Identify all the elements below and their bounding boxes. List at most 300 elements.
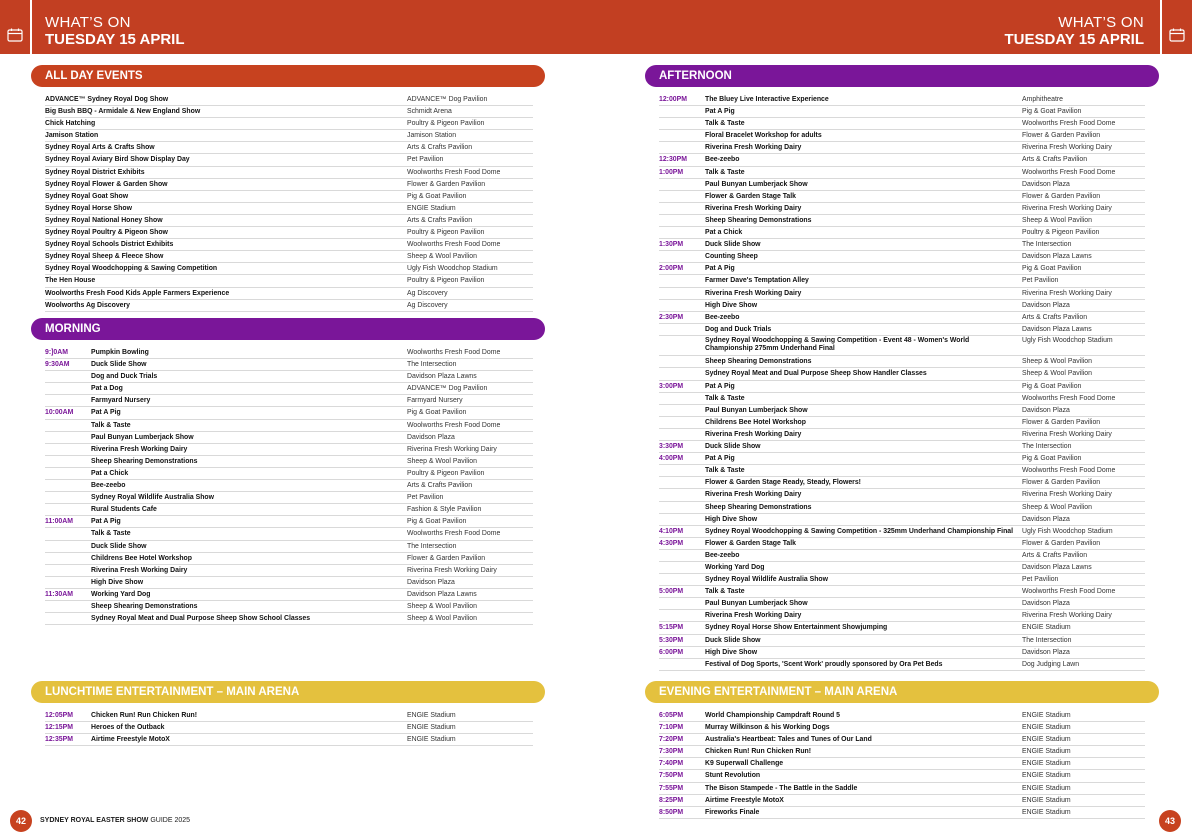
event-name: Riverina Fresh Working Dairy xyxy=(91,445,188,453)
event-time: 1:30PM xyxy=(659,241,684,249)
event-name: Pat a Dog xyxy=(91,385,123,393)
schedule-row xyxy=(659,502,1145,514)
event-name: Sydney Royal Woodchopping & Sawing Competition xyxy=(45,265,218,273)
event-location: Pig & Goat Pavilion xyxy=(407,409,467,417)
event-name: Sheep Shearing Demonstrations xyxy=(705,358,812,366)
event-name: ADVANCE™ Sydney Royal Dog Show xyxy=(45,96,169,103)
event-time: 7:10PM xyxy=(659,724,684,732)
event-location: Pig & Goat Pavilion xyxy=(1022,455,1082,463)
event-location: Flower & Garden Pavilion xyxy=(1022,132,1101,140)
event-location: Woolworths Fresh Food Dome xyxy=(1022,588,1116,596)
schedule-row xyxy=(45,710,533,722)
schedule-row xyxy=(659,312,1145,324)
event-location: Ag Discovery xyxy=(407,301,448,309)
event-name: Sydney Royal Poultry & Pigeon Show xyxy=(45,229,168,237)
event-name: Talk & Taste xyxy=(705,168,745,176)
event-name: Murray Wilkinson & his Working Dogs xyxy=(705,724,830,732)
schedule-row xyxy=(45,154,533,166)
evening-section xyxy=(645,681,1159,819)
event-name: Pat A Pig xyxy=(705,108,735,116)
calendar-icon xyxy=(7,28,23,42)
schedule-row xyxy=(45,359,533,371)
event-name: Festival of Dog Sports, 'Scent Work' proudly sponsored by Ora Pet Beds xyxy=(705,660,943,668)
schedule-row xyxy=(45,528,533,540)
event-name: Paul Bunyan Lumberjack Show xyxy=(91,433,194,441)
event-location: Pig & Goat Pavilion xyxy=(1022,265,1082,273)
event-location: Riverina Fresh Working Dairy xyxy=(1022,204,1112,212)
event-name: Counting Sheep xyxy=(705,253,758,261)
event-name: Talk & Taste xyxy=(705,394,745,402)
event-location: Davidson Plaza xyxy=(1022,406,1070,414)
event-time: 10:00AM xyxy=(45,409,74,417)
event-location: ENGIE Stadium xyxy=(407,712,456,719)
schedule-row xyxy=(659,288,1145,300)
event-location: Riverina Fresh Working Dairy xyxy=(407,566,497,574)
event-time: 4:30PM xyxy=(659,539,684,547)
event-name: Duck Slide Show xyxy=(91,542,147,550)
calendar-icon-box-right xyxy=(1160,0,1192,54)
event-location: Davidson Plaza xyxy=(1022,180,1070,188)
footer-guide-bold: SYDNEY ROYAL EASTER SHOW xyxy=(40,817,149,824)
all-day-list xyxy=(31,94,533,312)
schedule-row xyxy=(659,106,1145,118)
event-location: Fashion & Style Pavilion xyxy=(407,506,482,514)
schedule-row xyxy=(659,130,1145,142)
schedule-row xyxy=(659,429,1145,441)
schedule-row xyxy=(659,758,1145,770)
event-name: Pat a Chick xyxy=(91,469,129,477)
schedule-row xyxy=(45,407,533,419)
event-location: The Intersection xyxy=(407,542,457,550)
event-name: Paul Bunyan Lumberjack Show xyxy=(705,180,808,188)
schedule-row xyxy=(45,239,533,251)
event-time: 11:30AM xyxy=(45,590,73,598)
schedule-row xyxy=(45,456,533,468)
event-location: The Intersection xyxy=(1022,636,1072,644)
event-name: Stunt Revolution xyxy=(705,772,761,780)
event-location: Davidson Plaza Lawns xyxy=(1022,325,1092,333)
event-location: Woolworths Fresh Food Dome xyxy=(407,241,501,249)
event-time: 12:15PM xyxy=(45,724,73,732)
afternoon-list xyxy=(645,94,1145,671)
event-name: Sydney Royal Goat Show xyxy=(45,192,129,200)
event-location: Woolworths Fresh Food Dome xyxy=(1022,467,1116,475)
event-name: Rural Students Cafe xyxy=(91,506,157,514)
event-location: Arts & Crafts Pavilion xyxy=(407,216,473,224)
event-location: Woolworths Fresh Food Dome xyxy=(1022,394,1116,402)
event-name: Sheep Shearing Demonstrations xyxy=(91,602,198,610)
event-name: Airtime Freestyle MotoX xyxy=(705,796,784,804)
event-time: 4:10PM xyxy=(659,527,684,535)
schedule-row xyxy=(659,203,1145,215)
schedule-row xyxy=(45,432,533,444)
event-location: Amphitheatre xyxy=(1022,96,1063,103)
event-name: Woolworths Ag Discovery xyxy=(45,301,130,309)
event-time: 12:35PM xyxy=(45,736,73,744)
schedule-row xyxy=(659,622,1145,634)
event-location: ENGIE Stadium xyxy=(1022,784,1071,792)
event-name: Flower & Garden Stage Talk xyxy=(705,539,797,547)
schedule-row xyxy=(45,142,533,154)
lunchtime-heading: LUNCHTIME ENTERTAINMENT – MAIN ARENA xyxy=(31,681,545,703)
event-name: High Dive Show xyxy=(91,578,144,586)
event-location: ENGIE Stadium xyxy=(407,736,456,744)
schedule-row xyxy=(45,215,533,227)
schedule-row xyxy=(659,381,1145,393)
event-name: Sheep Shearing Demonstrations xyxy=(91,457,198,465)
event-location: Dog Judging Lawn xyxy=(1022,660,1080,668)
event-time: 7:50PM xyxy=(659,772,684,780)
event-location: ENGIE Stadium xyxy=(1022,736,1071,744)
event-time: 5:30PM xyxy=(659,636,684,644)
event-location: Riverina Fresh Working Dairy xyxy=(1022,289,1112,297)
event-location: Davidson Plaza Lawns xyxy=(1022,563,1092,571)
evening-list xyxy=(645,710,1145,819)
event-name: Dog and Duck Trials xyxy=(705,325,772,333)
schedule-row xyxy=(45,275,533,287)
event-name: The Hen House xyxy=(45,277,96,285)
schedule-row xyxy=(659,118,1145,130)
event-name: High Dive Show xyxy=(705,515,758,523)
schedule-row xyxy=(45,601,533,613)
event-name: Airtime Freestyle MotoX xyxy=(91,736,170,744)
event-location: Arts & Crafts Pavilion xyxy=(1022,156,1088,164)
event-location: Sheep & Wool Pavilion xyxy=(407,615,477,623)
event-location: Flower & Garden Pavilion xyxy=(1022,479,1101,487)
schedule-row xyxy=(659,562,1145,574)
event-location: Pig & Goat Pavilion xyxy=(407,192,467,200)
schedule-row xyxy=(45,300,533,312)
event-location: Ugly Fish Woodchop Stadium xyxy=(1022,336,1113,344)
event-name: The Bluey Live Interactive Experience xyxy=(705,96,829,103)
event-name: Bee-zeebo xyxy=(705,551,740,559)
schedule-row xyxy=(45,263,533,275)
schedule-row xyxy=(45,288,533,300)
morning-section xyxy=(31,318,545,625)
schedule-row xyxy=(45,94,533,106)
schedule-row xyxy=(659,324,1145,336)
event-location: Arts & Crafts Pavilion xyxy=(407,482,473,490)
event-location: Farmyard Nursery xyxy=(407,397,463,405)
event-location: Schmidt Arena xyxy=(407,108,452,116)
event-location: Flower & Garden Pavilion xyxy=(407,554,486,562)
schedule-row xyxy=(45,504,533,516)
schedule-row xyxy=(659,610,1145,622)
schedule-row xyxy=(659,807,1145,819)
event-name: Chick Hatching xyxy=(45,120,96,128)
event-location: Poultry & Pigeon Pavilion xyxy=(407,277,485,285)
event-location: Woolworths Fresh Food Dome xyxy=(407,168,501,176)
schedule-row xyxy=(45,191,533,203)
all-day-section xyxy=(31,65,545,312)
page-header xyxy=(0,0,1192,54)
event-location: ENGIE Stadium xyxy=(1022,760,1071,768)
schedule-row xyxy=(659,167,1145,179)
event-location: Davidson Plaza xyxy=(1022,515,1070,523)
event-name: Fireworks Finale xyxy=(705,808,760,816)
event-location: Sheep & Wool Pavilion xyxy=(1022,358,1092,366)
event-name: Sydney Royal Woodchopping & Sawing Competition - Event 48 - Women's World Championship 275mm Underhand Final xyxy=(705,336,970,353)
schedule-row xyxy=(45,541,533,553)
schedule-row xyxy=(659,746,1145,758)
event-name: Floral Bracelet Workshop for adults xyxy=(705,132,822,140)
event-location: The Intersection xyxy=(1022,241,1072,249)
event-location: Flower & Garden Pavilion xyxy=(1022,418,1101,426)
schedule-row xyxy=(659,215,1145,227)
event-name: Chicken Run! Run Chicken Run! xyxy=(705,748,812,756)
schedule-row xyxy=(45,468,533,480)
event-location: Pig & Goat Pavilion xyxy=(1022,108,1082,116)
afternoon-section xyxy=(645,65,1159,671)
schedule-row xyxy=(659,368,1145,380)
schedule-row xyxy=(659,405,1145,417)
event-time: 12:30PM xyxy=(659,156,687,164)
event-location: Pet Pavilion xyxy=(1022,277,1059,285)
event-time: 2:30PM xyxy=(659,313,684,321)
event-location: Sheep & Wool Pavilion xyxy=(1022,370,1092,378)
event-name: Talk & Taste xyxy=(705,120,745,128)
schedule-row xyxy=(659,635,1145,647)
event-location: Pig & Goat Pavilion xyxy=(407,518,467,526)
event-location: Davidson Plaza xyxy=(407,433,455,441)
schedule-row xyxy=(659,336,1145,357)
event-name: Heroes of the Outback xyxy=(91,724,165,732)
event-name: Working Yard Dog xyxy=(705,563,765,571)
event-name: Sydney Royal Horse Show Entertainment Showjumping xyxy=(705,624,888,632)
schedule-row xyxy=(659,770,1145,782)
event-location: Ag Discovery xyxy=(407,289,448,297)
schedule-row xyxy=(45,589,533,601)
event-name: Sheep Shearing Demonstrations xyxy=(705,216,812,224)
event-name: Paul Bunyan Lumberjack Show xyxy=(705,600,808,608)
schedule-row xyxy=(659,783,1145,795)
schedule-row xyxy=(659,722,1145,734)
header-date: TUESDAY 15 APRIL xyxy=(45,31,185,48)
morning-list xyxy=(31,347,533,625)
schedule-row xyxy=(45,722,533,734)
event-location: Ugly Fish Woodchop Stadium xyxy=(407,265,498,273)
schedule-row xyxy=(45,395,533,407)
event-name: Bee-zeebo xyxy=(91,482,126,490)
event-location: Pet Pavilion xyxy=(407,156,444,164)
event-location: Sheep & Wool Pavilion xyxy=(407,253,477,261)
event-time: 7:55PM xyxy=(659,784,684,792)
event-name: Riverina Fresh Working Dairy xyxy=(705,430,802,438)
event-name: Sydney Royal Woodchopping & Sawing Competition - 325mm Underhand Championship Final xyxy=(705,527,1014,535)
schedule-row xyxy=(45,106,533,118)
schedule-row xyxy=(659,393,1145,405)
event-name: Dog and Duck Trials xyxy=(91,373,158,381)
event-time: 8:25PM xyxy=(659,796,684,804)
event-location: ENGIE Stadium xyxy=(407,724,456,732)
event-name: High Dive Show xyxy=(705,648,758,656)
event-name: Riverina Fresh Working Dairy xyxy=(705,612,802,620)
event-time: 7:20PM xyxy=(659,736,684,744)
event-location: Sheep & Wool Pavilion xyxy=(407,457,477,465)
footer-guide-title xyxy=(40,817,190,824)
schedule-row xyxy=(659,441,1145,453)
event-location: Sheep & Wool Pavilion xyxy=(407,602,477,610)
event-name: Sheep Shearing Demonstrations xyxy=(705,503,812,511)
event-name: Talk & Taste xyxy=(705,467,745,475)
schedule-row xyxy=(45,118,533,130)
schedule-row xyxy=(659,239,1145,251)
event-name: Sydney Royal Schools District Exhibits xyxy=(45,241,174,249)
event-name: Riverina Fresh Working Dairy xyxy=(705,144,802,152)
schedule-row xyxy=(659,263,1145,275)
schedule-row xyxy=(659,586,1145,598)
event-location: Poultry & Pigeon Pavilion xyxy=(1022,229,1100,237)
event-name: Talk & Taste xyxy=(705,588,745,596)
event-time: 5:00PM xyxy=(659,588,684,596)
schedule-row xyxy=(659,598,1145,610)
event-location: Sheep & Wool Pavilion xyxy=(1022,216,1092,224)
event-time: 6:00PM xyxy=(659,648,684,656)
event-time: 9:]0AM xyxy=(45,349,68,356)
schedule-row xyxy=(45,444,533,456)
schedule-row xyxy=(659,514,1145,526)
event-name: Sydney Royal Arts & Crafts Show xyxy=(45,144,155,152)
all-day-heading: ALL DAY EVENTS xyxy=(31,65,545,87)
event-location: Woolworths Fresh Food Dome xyxy=(407,530,501,538)
event-name: Big Bush BBQ - Armidale & New England Show xyxy=(45,108,201,116)
event-time: 3:00PM xyxy=(659,382,684,390)
event-location: Poultry & Pigeon Pavilion xyxy=(407,469,485,477)
event-location: Ugly Fish Woodchop Stadium xyxy=(1022,527,1113,535)
schedule-row xyxy=(659,453,1145,465)
event-location: Pet Pavilion xyxy=(407,494,444,502)
schedule-row xyxy=(659,538,1145,550)
event-time: 1:00PM xyxy=(659,168,684,176)
schedule-row xyxy=(659,710,1145,722)
event-location: ENGIE Stadium xyxy=(1022,808,1071,816)
event-location: ENGIE Stadium xyxy=(1022,748,1071,756)
event-location: ENGIE Stadium xyxy=(1022,724,1071,732)
schedule-row xyxy=(659,227,1145,239)
event-name: Sydney Royal National Honey Show xyxy=(45,216,163,224)
event-location: Pet Pavilion xyxy=(1022,576,1059,584)
schedule-row xyxy=(659,489,1145,501)
event-location: Riverina Fresh Working Dairy xyxy=(1022,491,1112,499)
schedule-row xyxy=(45,167,533,179)
schedule-row xyxy=(45,613,533,625)
event-location: Woolworths Fresh Food Dome xyxy=(407,349,501,356)
schedule-row xyxy=(659,417,1145,429)
event-location: ENGIE Stadium xyxy=(1022,796,1071,804)
event-name: Sydney Royal Wildlife Australia Show xyxy=(705,576,828,584)
event-name: High Dive Show xyxy=(705,301,758,309)
event-location: Flower & Garden Pavilion xyxy=(1022,192,1101,200)
event-name: The Bison Stampede - The Battle in the Saddle xyxy=(705,784,858,792)
footer-guide-rest: GUIDE 2025 xyxy=(148,817,191,824)
event-location: Riverina Fresh Working Dairy xyxy=(1022,144,1112,152)
event-location: Poultry & Pigeon Pavilion xyxy=(407,120,485,128)
event-name: Pat A Pig xyxy=(705,455,735,463)
event-location: Riverina Fresh Working Dairy xyxy=(1022,430,1112,438)
event-name: Talk & Taste xyxy=(91,421,131,429)
schedule-row xyxy=(45,227,533,239)
event-location: Riverina Fresh Working Dairy xyxy=(1022,612,1112,620)
header-kicker: WHAT’S ON xyxy=(1058,14,1144,31)
event-location: ENGIE Stadium xyxy=(1022,624,1071,632)
header-title-left xyxy=(45,15,185,48)
lunchtime-list xyxy=(31,710,533,746)
schedule-row xyxy=(659,574,1145,586)
schedule-row xyxy=(659,734,1145,746)
event-name: Farmer Dave's Temptation Alley xyxy=(705,277,809,285)
schedule-row xyxy=(659,275,1145,287)
header-title-right xyxy=(1005,15,1145,48)
event-name: Riverina Fresh Working Dairy xyxy=(705,204,802,212)
schedule-row xyxy=(659,477,1145,489)
schedule-row xyxy=(659,647,1145,659)
schedule-row xyxy=(45,492,533,504)
event-location: Pig & Goat Pavilion xyxy=(1022,382,1082,390)
event-name: Sydney Royal Flower & Garden Show xyxy=(45,180,168,188)
event-location: Davidson Plaza Lawns xyxy=(1022,253,1092,261)
evening-heading: EVENING ENTERTAINMENT – MAIN ARENA xyxy=(645,681,1159,703)
event-name: Sydney Royal Wildlife Australia Show xyxy=(91,494,214,502)
event-name: Sydney Royal District Exhibits xyxy=(45,168,145,176)
event-location: Woolworths Fresh Food Dome xyxy=(407,421,501,429)
schedule-row xyxy=(659,142,1145,154)
event-location: Poultry & Pigeon Pavilion xyxy=(407,229,485,237)
schedule-row xyxy=(45,553,533,565)
event-name: Sydney Royal Aviary Bird Show Display Day xyxy=(45,156,190,164)
page-number-right: 43 xyxy=(1159,810,1181,832)
event-location: Arts & Crafts Pavilion xyxy=(1022,313,1088,321)
event-location: Davidson Plaza xyxy=(1022,301,1070,309)
schedule-row xyxy=(659,179,1145,191)
event-name: Childrens Bee Hotel Workshop xyxy=(705,418,806,426)
schedule-row xyxy=(659,550,1145,562)
calendar-icon xyxy=(1169,28,1185,42)
event-location: ADVANCE™ Dog Pavilion xyxy=(407,385,488,393)
event-name: Farmyard Nursery xyxy=(91,397,151,405)
event-name: World Championship Campdraft Round 5 xyxy=(705,712,841,719)
event-location: Jamison Station xyxy=(407,132,457,140)
event-location: Davidson Plaza Lawns xyxy=(407,373,477,381)
event-name: Pat A Pig xyxy=(91,518,121,526)
calendar-icon-box-left xyxy=(0,0,32,54)
schedule-row xyxy=(45,420,533,432)
schedule-row xyxy=(45,179,533,191)
event-location: Arts & Crafts Pavilion xyxy=(1022,551,1088,559)
event-name: Sydney Royal Sheep & Fleece Show xyxy=(45,253,164,261)
event-location: Riverina Fresh Working Dairy xyxy=(407,445,497,453)
event-name: Flower & Garden Stage Ready, Steady, Flowers! xyxy=(705,479,861,487)
event-location: The Intersection xyxy=(407,361,457,369)
event-location: The Intersection xyxy=(1022,443,1072,451)
schedule-row xyxy=(45,577,533,589)
event-location: ENGIE Stadium xyxy=(407,204,456,212)
event-time: 6:05PM xyxy=(659,712,684,719)
schedule-row xyxy=(45,734,533,746)
event-name: Paul Bunyan Lumberjack Show xyxy=(705,406,808,414)
event-name: Sydney Royal Horse Show xyxy=(45,204,132,212)
morning-heading: MORNING xyxy=(31,318,545,340)
event-time: 12:05PM xyxy=(45,712,73,719)
schedule-row xyxy=(659,465,1145,477)
schedule-row xyxy=(659,659,1145,671)
schedule-row xyxy=(659,526,1145,538)
event-name: Australia's Heartbeat: Tales and Tunes of Our Land xyxy=(705,736,872,744)
event-location: Davidson Plaza xyxy=(1022,648,1070,656)
event-name: K9 Superwall Challenge xyxy=(705,760,784,768)
schedule-row xyxy=(45,516,533,528)
event-name: Duck Slide Show xyxy=(705,443,761,451)
schedule-row xyxy=(45,130,533,142)
